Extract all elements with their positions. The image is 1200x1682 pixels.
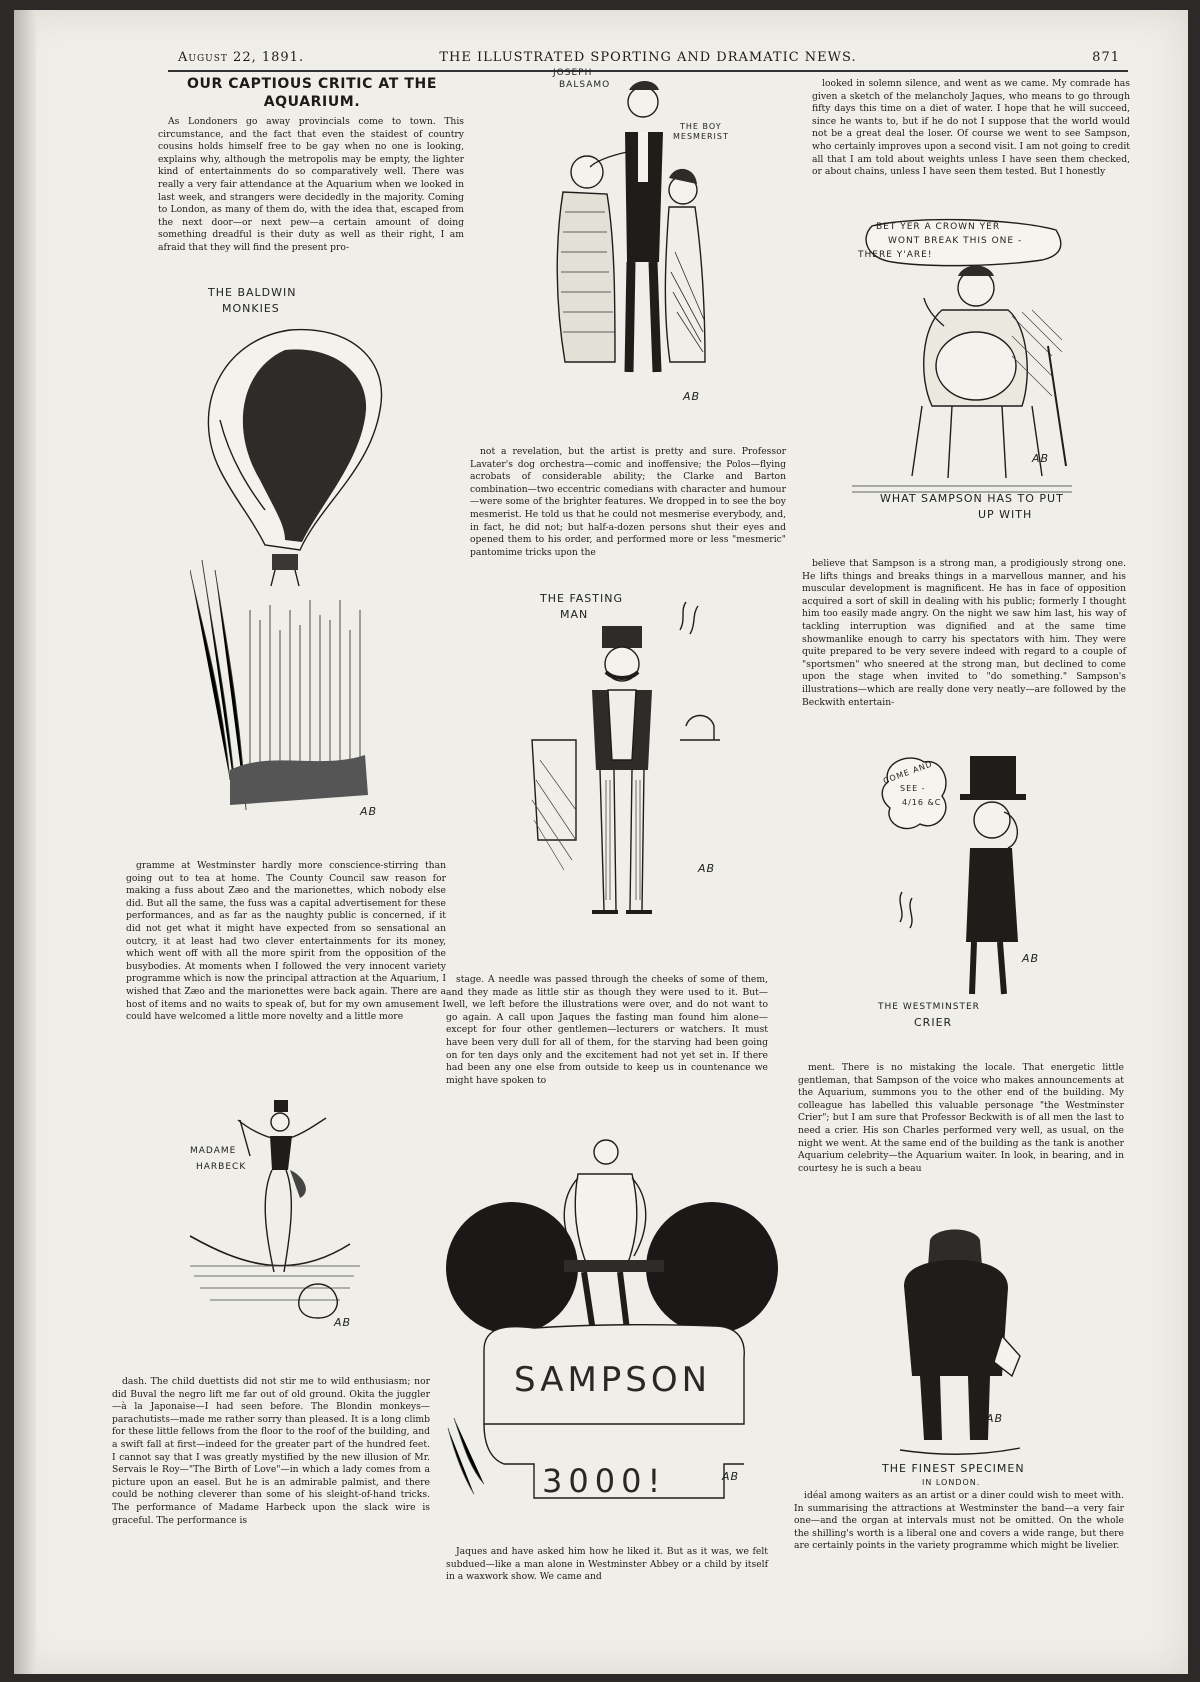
balloon-caption-2: MONKIES [222,302,280,315]
col2-text-top: not a revelation, but the artist is pretty and sure. Professor Lavater's dog orchestra—comic and inoffensive; the Polos—flying acrobats of considerable ability; the Clarke and Barton combination—two eccentric comedians with character and humour—were some of the brighter features. We dropped in to see the boy mesmerist. He told us that he could not mesmerise everybody, and, in fact, he did not; but half-a-dozen persons shut their eyes and opened them to his order, and performed more or less "mesmeric" pantomime tricks upon the [470,446,786,558]
fasting-man-drawing [530,600,750,930]
col2-text-bottom: Jaques and have asked him how he liked it. But as it was, we felt subdued—like a man alone in Westminster Abbey or a child by itself in a waxwork show. We came and [446,1546,768,1583]
col3-text-mid: believe that Sampson is a strong man, a prodigiously strong one. He lifts things and breaks things in a marvellous manner, and his muscular development is magnificent. He has in face of opposition acquired a sort of skill in dealing with his public; formerly I thought him too easily made angry. On the night we saw him last, his way of tackling interruption was dignified and at the same time showmanlike enough to carry his spectators with him. They were quite prepared to be very severe indeed with regard to a couple of "sportsmen" who sneered at the strong man, but declined to come upon the stage when invited to "do something." Sampson's illustrations—which are really done very neatly—are followed by the Beckwith entertain- [802,558,1126,708]
crier-bubble-3: 4/16 &C [902,798,942,807]
balloon-signature: AB [360,805,378,818]
col1-text-bottom: dash. The child duettists did not stir me to wild enthusiasm; nor did Buval the negro lift me far out of old ground. Okita the juggler—à la Japonaise—I had seen before. The Blondin monkeys—parachutists—made me rather sorry than pleased. It is a long climb for these little fellows from the floor to the roof of the building, and a swift fall at first—indeed for the greater part of the hundred feet. I cannot say that I was greatly mystified by the new illusion of Mr. Servais le Roy—"The Birth of Love"—in which a lady comes from a picture upon an easel. But he is an admirable palmist, and there could be nothing cleverer than some of his sleight-of-hand tricks. The performance of Madame Harbeck upon the slack wire is graceful. The performance is [112,1376,430,1526]
waiter-illustration [870,1226,1050,1496]
mesmerist-caption-1: JOSEPH [553,68,593,78]
page-number: 871 [1092,50,1120,65]
sampson-amount: 3000! [542,1462,667,1500]
sampson-weights-illustration [444,1128,784,1518]
sampson-seated-caption-2: UP WITH [978,508,1033,521]
harbeck-caption-1: MADAME [190,1146,237,1156]
issue-date: August 22, 1891. [178,50,305,65]
article-headline: OUR CAPTIOUS CRITIC AT THE AQUARIUM. [186,76,438,110]
sampson-seated-drawing [852,216,1082,516]
crier-illustration [880,752,1060,1034]
sampson-seated-illustration [852,216,1082,521]
crier-caption-1: THE WESTMINSTER [878,1002,980,1012]
harbeck-signature: AB [334,1316,352,1329]
fasting-man-signature: AB [698,862,716,875]
fasting-man-caption-1: THE FASTING [540,592,623,605]
crier-caption-2: CRIER [914,1016,953,1029]
fasting-man-illustration [530,592,750,930]
running-head [168,48,1128,72]
fasting-man-caption-2: MAN [560,608,589,621]
publication-title: THE ILLUSTRATED SPORTING AND DRAMATIC NEWS. [439,50,857,65]
balloon-drawing [190,300,405,840]
col3-text-top: looked in solemn silence, and went as we came. My comrade has given a sketch of the melancholy Jaques, who means to go through fifty days this time on a diet of water. I hope that he will succeed, since he wants to, but if he do not I suppose that the world would not be a great deal the loser. Of course we went to see Sampson, who certainly improves upon a second visit. I am not going to credit all that I am told about weights unless I have seen them checked, or about chains, unless I have seen them tested. But I honestly [812,78,1130,178]
mesmerist-signature: AB [683,390,701,403]
balloon-illustration [190,286,405,840]
sampson-sign: SAMPSON [514,1360,712,1400]
mesmerist-caption-3: THE BOY [680,122,722,131]
sampson-seated-signature: AB [1032,452,1050,465]
col3-text-bottom: idéal among waiters as an artist or a diner could wish to meet with. In summarising the attractions at Westminster the band—a very fair one—and the organ at intervals must not be omitted. On the whole the shilling's worth is a liberal one and covers a wide range, but there are certainly points in the variety programme which might be livelier. [794,1490,1124,1552]
crier-drawing [880,752,1060,1034]
waiter-signature: AB [986,1412,1004,1425]
sampson-bubble-1: BET YER A CROWN YER [876,222,1001,232]
col2-text-mid: stage. A needle was passed through the cheeks of some of them, and they made as little stir as though they were used to it. But—well, we left before the illustrations were over, and do not want to go again. A call upon Jaques the fasting man found him alone—except for four other gentlemen—lecturers or watchers. It must have been very dull for all of them, for the starving had been going on for ten days only and the excitement had not yet set in. If there had been any one else from outside to keep us in countenance we might have spoken to [446,974,768,1086]
mesmerist-illustration [545,68,729,417]
binding-gutter [14,10,36,1674]
waiter-drawing [870,1226,1050,1496]
sampson-weights-drawing [444,1128,784,1518]
waiter-caption-2: IN LONDON. [922,1478,981,1487]
mesmerist-caption-4: MESMERIST [673,132,729,141]
sampson-bubble-3: THERE Y'ARE! [858,250,933,260]
mesmerist-caption-2: BALSAMO [559,80,611,90]
col1-text-mid: gramme at Westminster hardly more conscience-stirring than going out to tea at home. The County Council saw reason for making a fuss about Zæo and the marionettes, which nobody else did. But all the same, the fuss was a capital advertisement for these performances, and as far as the naughty public is concerned, if it did not get what it might have expected from so sensational an outcry, it at least had two clever entertainments for its money, which went off with all the more spirit from the opposition of the busybodies. At moments when I followed the very innocent variety programme which is now the principal attraction at the Aquarium, I wished that Zæo and the marionettes were back again. There are a host of items and no waits to speak of, but for my own amusement I could have welcomed a little more novelty and a little more [126,860,446,1023]
crier-bubble-2: SEE - [900,784,926,793]
balloon-caption-1: THE BALDWIN [208,286,297,299]
sampson-bubble-2: WONT BREAK THIS ONE - [888,236,1023,246]
crier-signature: AB [1022,952,1040,965]
harbeck-caption-2: HARBECK [196,1162,247,1172]
waiter-caption-1: THE FINEST SPECIMEN [882,1462,1025,1475]
col3-text-lower: ment. There is no mistaking the locale. That energetic little gentleman, that Sampson of the voice who makes announcements at the Aquarium, summons you to the other end of the building. My colleague has labelled this valuable personage "the Westminster Crier"; but I am sure that Professor Beckwith is of all men the last to need a crier. His son Charles performed very well, as usual, on the night we went. At the same end of the building as the tank is another Aquarium celebrity—the Aquarium waiter. In look, in bearing, and in courtesy he is such a beau [798,1062,1124,1174]
col1-text-top: As Londoners go away provincials come to town. This circumstance, and the fact that even the staidest of country cousins holds himself free to be gay when no one is looking, explains why, although the metropolis may be empty, the lighter kind of entertainments do so comparatively well. There was really a very fair attendance at the Aquarium when we looked in last week, and strangers were decidedly in the majority. Coming to London, as many of them do, with the idea that, escaped from the next door—or next pew—a certain amount of doing something dreadful is their duty as well as their right, I am afraid that they will find the present pro- [158,116,464,253]
harbeck-illustration [180,1096,370,1346]
sampson-weights-signature: AB [722,1470,740,1483]
harbeck-drawing [180,1096,370,1346]
crier-bubble-1: COME AND [882,759,934,786]
sampson-seated-caption-1: WHAT SAMPSON HAS TO PUT [880,492,1064,505]
